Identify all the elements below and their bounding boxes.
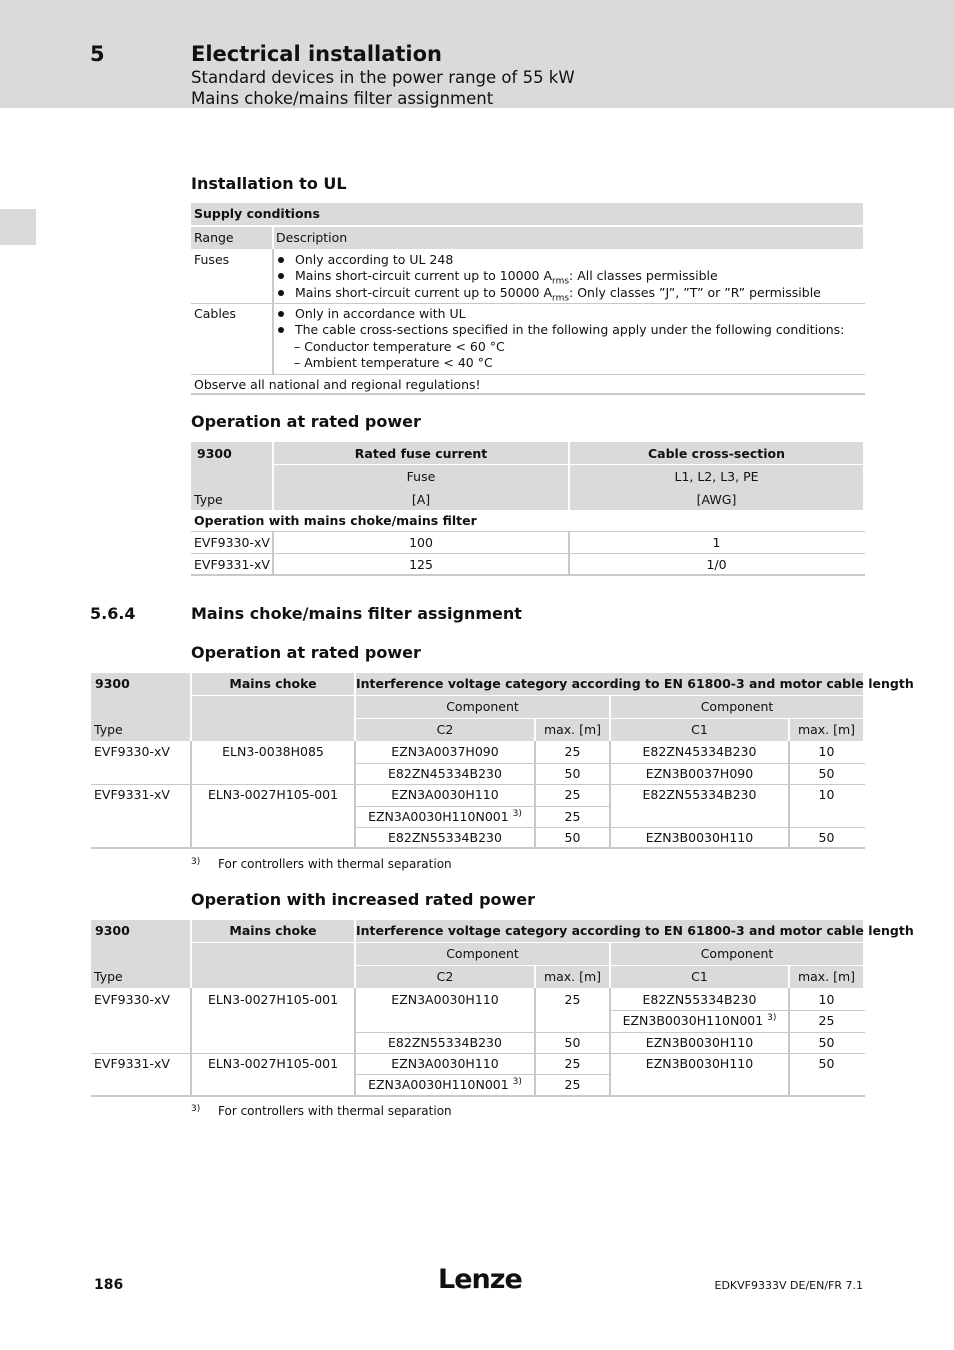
column-header: Range	[194, 230, 234, 245]
column-subheader: L1, L2, L3, PE	[674, 469, 759, 484]
column-header: Description	[276, 230, 348, 245]
bullet-icon	[278, 290, 284, 296]
table-cell: 50	[564, 766, 581, 781]
table-group-label: Operation with mains choke/mains filter	[194, 513, 477, 528]
table-cell: 50	[564, 830, 581, 845]
column-subheader: Fuse	[406, 469, 436, 484]
table-cell: EZN3B0030H110	[645, 1035, 754, 1050]
table-cell: EZN3A0030H110N001 $^{3)}$	[368, 1076, 522, 1092]
chapter-tab	[0, 209, 36, 245]
footnote: For controllers with thermal separation	[218, 857, 452, 871]
table-cell: 1/0	[706, 557, 727, 572]
table-caption: Supply conditions	[194, 206, 320, 221]
column-subheader: Component	[700, 699, 774, 714]
column-header: Mains choke	[229, 676, 317, 691]
chapter-title: Electrical installation	[191, 42, 442, 66]
column-subheader: Type	[194, 492, 223, 507]
list-item: Only according to UL 248	[278, 252, 453, 268]
table-cell: EZN3B0030H110	[645, 1056, 754, 1071]
unit-label: [AWG]	[696, 492, 737, 507]
table-cell: 25	[818, 1013, 835, 1028]
column-subheader: max. [m]	[543, 722, 602, 737]
table-cell: EZN3B0030H110N001 $^{3)}$	[622, 1012, 777, 1028]
column-header: Interference voltage category according to EN 61800-3 and motor cable length	[356, 923, 914, 938]
table-cell: E82ZN55334B230	[388, 830, 502, 845]
table-cell: ELN3-0027H105-001	[207, 992, 339, 1007]
footnote: For controllers with thermal separation	[218, 1104, 452, 1118]
table-cell: ELN3-0027H105-001	[207, 1056, 339, 1071]
column-subheader: Type	[94, 722, 123, 737]
bullet-icon	[278, 327, 284, 333]
table-cell: E82ZN55334B230	[388, 1035, 502, 1050]
column-subheader: max. [m]	[543, 969, 602, 984]
table-cell: 10	[818, 992, 835, 1007]
bullet-icon	[278, 257, 284, 263]
column-subheader: Type	[94, 969, 123, 984]
column-header: 9300	[95, 676, 130, 691]
table-cell: 25	[564, 1077, 581, 1092]
column-header: 9300	[197, 446, 232, 461]
table-cell: 10	[818, 787, 835, 802]
table-cell: 25	[564, 992, 581, 1007]
table-cell: – Conductor temperature < 60 °C	[294, 339, 505, 354]
column-header: 9300	[95, 923, 130, 938]
table-cell: 50	[818, 1056, 835, 1071]
table-cell: EZN3A0030H110	[391, 1056, 499, 1071]
table-cell: 25	[564, 809, 581, 824]
table-cell: EZN3A0030H110	[391, 992, 499, 1007]
footnote-marker: 3)	[191, 1104, 201, 1114]
column-subheader: Component	[700, 946, 774, 961]
table-cell: Fuses	[194, 252, 230, 267]
table-cell: 25	[564, 1056, 581, 1071]
table-cell: 50	[564, 1035, 581, 1050]
table-cell: EVF9331-xV	[94, 787, 170, 802]
table-cell: EZN3A0030H110N001 $^{3)}$	[368, 808, 522, 824]
column-header: Rated fuse current	[354, 446, 488, 461]
table-cell: 1	[712, 535, 721, 550]
section-heading: Operation at rated power	[191, 643, 421, 662]
table-cell: 50	[818, 766, 835, 781]
table-cell: ELN3-0027H105-001	[207, 787, 339, 802]
table-cell: EZN3B0037H090	[645, 766, 754, 781]
column-subheader: max. [m]	[797, 969, 856, 984]
section-number: 5.6.4	[90, 604, 136, 623]
table-cell: EVF9330-xV	[194, 535, 270, 550]
table-cell: EVF9331-xV	[94, 1056, 170, 1071]
list-item: Mains short-circuit current up to 10000 $A_{rms}$: All classes permissible	[278, 268, 718, 284]
table-cell: E82ZN45334B230	[388, 766, 502, 781]
header-subtitle: Mains choke/mains filter assignment	[191, 89, 494, 108]
table-cell: 100	[409, 535, 433, 550]
table-cell: – Ambient temperature < 40 °C	[294, 355, 493, 370]
header-subtitle: Standard devices in the power range of 55 kW	[191, 68, 575, 87]
column-subheader: C2	[436, 722, 454, 737]
table-note: Observe all national and regional regulations!	[194, 377, 481, 392]
column-header: Cable cross-section	[648, 446, 785, 461]
table-cell: Cables	[194, 306, 236, 321]
column-subheader: Component	[446, 946, 519, 961]
table-cell: 50	[818, 1035, 835, 1050]
bullet-icon	[278, 273, 284, 279]
table-cell: E82ZN55334B230	[642, 992, 757, 1007]
list-item: The cable cross-sections specified in the following apply under the following conditions:	[278, 322, 844, 338]
page-number: 186	[94, 1277, 124, 1293]
section-heading: Operation with increased rated power	[191, 890, 536, 909]
section-title: Mains choke/mains filter assignment	[191, 604, 522, 623]
footnote-ref: 3)	[767, 1012, 777, 1023]
table-cell: EZN3A0037H090	[391, 744, 499, 759]
table-cell: EVF9331-xV	[194, 557, 270, 572]
column-subheader: C1	[691, 722, 708, 737]
column-subheader: C1	[691, 969, 708, 984]
column-header: Interference voltage category according to EN 61800-3 and motor cable length	[356, 676, 914, 691]
footnote-ref: 3)	[512, 1076, 522, 1087]
table-cell: EZN3B0030H110	[645, 830, 754, 845]
document-code: EDKVF9333V DE/EN/FR 7.1	[714, 1279, 863, 1292]
column-subheader: C2	[436, 969, 454, 984]
table-cell: 10	[818, 744, 835, 759]
column-subheader: max. [m]	[797, 722, 856, 737]
table-cell: EZN3A0030H110	[391, 787, 499, 802]
chapter-number: 5	[90, 42, 105, 66]
table-cell: 25	[564, 744, 581, 759]
column-subheader: Component	[446, 699, 519, 714]
table-cell: 50	[818, 830, 835, 845]
table-cell: EVF9330-xV	[94, 744, 170, 759]
bullet-icon	[278, 311, 284, 317]
table-cell: E82ZN45334B230	[642, 744, 757, 759]
lenze-logo: Lenze	[438, 1264, 522, 1295]
column-header: Mains choke	[229, 923, 317, 938]
section-heading: Installation to UL	[191, 174, 347, 193]
table-cell: 25	[564, 787, 581, 802]
footnote-ref: 3)	[512, 808, 522, 819]
table-cell: 125	[409, 557, 433, 572]
list-item: Only in accordance with UL	[278, 306, 466, 322]
table-cell: E82ZN55334B230	[642, 787, 757, 802]
table-cell: ELN3-0038H085	[222, 744, 324, 759]
unit-label: [A]	[411, 492, 431, 507]
footnote-marker: 3)	[191, 857, 201, 867]
section-heading: Operation at rated power	[191, 412, 421, 431]
list-item: Mains short-circuit current up to 50000 $A_{rms}$: Only classes ”J”, ”T” or ”R” permissible	[278, 285, 821, 301]
table-cell: EVF9330-xV	[94, 992, 170, 1007]
